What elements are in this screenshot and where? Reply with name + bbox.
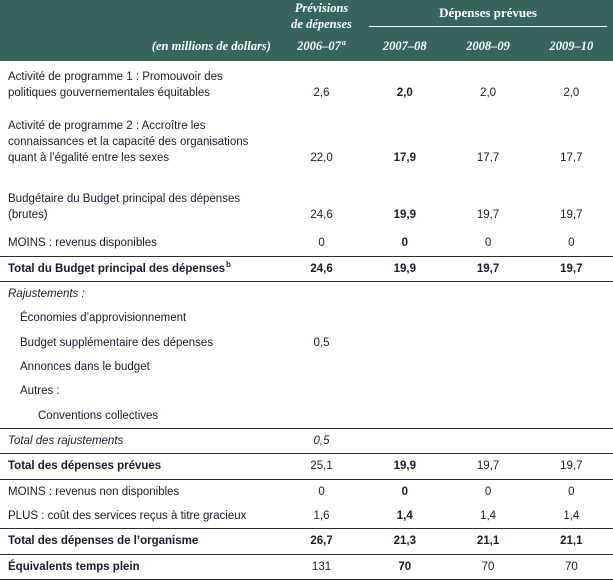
row-value-budgetaire-brutes-2006-07: 24,6 xyxy=(310,208,333,221)
row-value-total-depenses-prevues-2006-07: 25,1 xyxy=(280,454,363,479)
table-row xyxy=(0,554,613,579)
row-label-total-budget-principal-text: Total du Budget principal des dépenses xyxy=(8,262,226,275)
row-value-budgetaire-brutes-2007-08: 19,9 xyxy=(393,208,416,221)
row-value-total-depenses-prevues-2007-08: 19,9 xyxy=(363,454,446,479)
row-value-rajustements-2009-10 xyxy=(530,281,613,306)
row-value-total-rajustements-2006-07: 0,5 xyxy=(280,428,363,453)
row-value-budget-supplementaire-2007-08 xyxy=(363,331,446,355)
row-value-plus-cout-2007-08: 1,4 xyxy=(363,504,446,529)
row-label-conventions-collectives: Conventions collectives xyxy=(0,404,280,429)
row-value-total-rajustements-2009-10 xyxy=(530,428,613,453)
row-value-economies-2008-09 xyxy=(446,306,529,330)
row-value-total-organisme-2009-10: 21,1 xyxy=(530,529,613,554)
row-label-total-depenses-organisme: Total des dépenses de l’organisme xyxy=(0,529,280,554)
table-body xyxy=(0,61,613,579)
header-year-2007-08: 2007–08 xyxy=(363,32,446,61)
row-value-budgetaire-brutes-2008-09: 19,7 xyxy=(476,208,500,221)
row-label-moins-revenus-disponibles: MOINS : revenus disponibles xyxy=(0,231,280,256)
header-year-2006-07-label: 2006–07 xyxy=(297,39,341,53)
table-row xyxy=(0,454,613,479)
row-value-moins-non-disponibles-2008-09: 0 xyxy=(484,485,492,498)
header-forecast-title-line2: de dépenses xyxy=(291,17,352,31)
row-value-total-budget-principal-2009-10: 19,7 xyxy=(530,256,613,281)
row-value-autres-2009-10 xyxy=(530,379,613,403)
row-value-activite-2-2008-09: 17,7 xyxy=(476,152,500,165)
row-value-rajustements-2007-08 xyxy=(363,281,446,306)
row-value-moins-non-disponibles-2006-07: 0 xyxy=(318,485,325,498)
row-value-conventions-2009-10 xyxy=(530,404,613,429)
row-value-total-budget-principal-2008-09: 19,7 xyxy=(446,256,529,281)
row-label-economies-approvisionnement: Économies d’approvisionnement xyxy=(20,312,187,325)
table-row xyxy=(0,529,613,554)
row-value-conventions-2006-07 xyxy=(280,404,363,429)
row-value-annonces-2008-09 xyxy=(446,355,529,379)
row-value-activite-1-2006-07: 2,6 xyxy=(313,87,330,100)
row-value-etp-2009-10: 70 xyxy=(530,554,613,579)
row-value-total-depenses-prevues-2009-10: 19,7 xyxy=(530,454,613,479)
row-value-autres-2008-09 xyxy=(446,379,529,403)
row-value-total-budget-principal-2006-07: 24,6 xyxy=(280,256,363,281)
row-value-activite-2-2009-10: 17,7 xyxy=(560,152,583,165)
header-blank-cell xyxy=(0,0,280,32)
table-row xyxy=(0,281,613,306)
header-years-row xyxy=(0,32,613,61)
row-value-total-rajustements-2007-08 xyxy=(363,428,446,453)
row-value-total-organisme-2007-08: 21,3 xyxy=(363,529,446,554)
row-value-total-organisme-2008-09: 21,1 xyxy=(446,529,529,554)
row-value-moins-non-disponibles-2009-10: 0 xyxy=(568,485,575,498)
table-row xyxy=(0,479,613,504)
row-label-budgetaire-brutes: Budgétaire du Budget principal des dépenses (brutes) xyxy=(8,192,241,221)
row-value-budget-supplementaire-2006-07: 0,5 xyxy=(313,336,330,349)
row-value-etp-2007-08: 70 xyxy=(363,554,446,579)
table-row xyxy=(0,379,613,403)
table-row xyxy=(0,428,613,453)
table-header xyxy=(0,0,613,61)
row-value-total-rajustements-2008-09 xyxy=(446,428,529,453)
row-label-moins-revenus-non-disponibles: MOINS : revenus non disponibles xyxy=(8,485,180,498)
row-value-moins-revenus-disponibles-2007-08: 0 xyxy=(363,231,446,256)
row-value-budget-supplementaire-2009-10 xyxy=(530,331,613,355)
row-value-moins-non-disponibles-2007-08: 0 xyxy=(401,485,408,498)
row-value-plus-cout-2009-10: 1,4 xyxy=(530,504,613,529)
table-row xyxy=(0,256,613,281)
header-year-2006-07 xyxy=(280,32,363,61)
row-label-activite-2: Activité de programme 2 : Accroître les connaissances et la capacité des organisations quant à l’égalité entre les sexes xyxy=(8,119,249,165)
table-row xyxy=(0,110,613,175)
row-label-autres: Autres : xyxy=(20,385,60,398)
header-planned-group-cell xyxy=(363,0,613,32)
row-value-etp-2008-09: 70 xyxy=(446,554,529,579)
row-value-budgetaire-brutes-2009-10: 19,7 xyxy=(560,208,583,221)
table-row xyxy=(0,183,613,232)
row-value-autres-2006-07 xyxy=(280,379,363,403)
row-value-total-organisme-2006-07: 26,7 xyxy=(280,529,363,554)
table-row xyxy=(0,61,613,110)
row-value-conventions-2007-08 xyxy=(363,404,446,429)
row-value-total-depenses-prevues-2008-09: 19,7 xyxy=(446,454,529,479)
row-value-moins-revenus-disponibles-2009-10: 0 xyxy=(530,231,613,256)
row-value-activite-2-2006-07: 22,0 xyxy=(310,152,333,165)
row-label-activite-1: Activité de programme 1 : Promouvoir des politiques gouvernementales équitables xyxy=(8,71,223,100)
header-forecast-title-line1: Prévisions xyxy=(294,1,349,15)
row-value-economies-2009-10 xyxy=(530,306,613,330)
row-value-moins-revenus-disponibles-2006-07: 0 xyxy=(280,231,363,256)
row-value-annonces-2006-07 xyxy=(280,355,363,379)
row-value-plus-cout-2006-07: 1,6 xyxy=(280,504,363,529)
row-value-rajustements-2006-07 xyxy=(280,281,363,306)
row-value-activite-1-2008-09: 2,0 xyxy=(480,87,497,100)
row-label-rajustements: Rajustements : xyxy=(8,287,85,300)
row-value-conventions-2008-09 xyxy=(446,404,529,429)
row-spacer xyxy=(0,175,613,183)
table-row xyxy=(0,404,613,429)
row-value-annonces-2009-10 xyxy=(530,355,613,379)
row-value-annonces-2007-08 xyxy=(363,355,446,379)
header-units-label: (en millions de dollars) xyxy=(0,32,280,61)
row-value-rajustements-2008-09 xyxy=(446,281,529,306)
row-label-budget-supplementaire: Budget supplémentaire des dépenses xyxy=(20,336,214,349)
table-row xyxy=(0,355,613,379)
header-group-underline xyxy=(369,26,607,27)
table-row xyxy=(0,504,613,529)
row-value-plus-cout-2008-09: 1,4 xyxy=(446,504,529,529)
row-value-autres-2007-08 xyxy=(363,379,446,403)
row-label-equivalents-temps-plein: Équivalents temps plein xyxy=(0,554,280,579)
row-label-annonces-budget: Annonces dans le budget xyxy=(20,360,150,373)
row-label-total-budget-principal-superscript: b xyxy=(226,259,231,269)
row-value-activite-1-2009-10: 2,0 xyxy=(563,87,580,100)
row-label-total-depenses-prevues: Total des dépenses prévues xyxy=(0,454,280,479)
row-value-economies-2007-08 xyxy=(363,306,446,330)
header-year-2008-09: 2008–09 xyxy=(446,32,529,61)
row-label-total-rajustements: Total des rajustements xyxy=(0,428,280,453)
row-label-total-budget-principal xyxy=(0,256,280,281)
header-titles-row xyxy=(0,0,613,32)
row-value-activite-2-2007-08: 17,9 xyxy=(393,152,416,165)
header-planned-group-label: Dépenses prévues xyxy=(439,5,537,20)
row-label-plus-cout-services: PLUS : coût des services reçus à titre gracieux xyxy=(0,504,280,529)
table-row xyxy=(0,331,613,355)
row-value-economies-2006-07 xyxy=(280,306,363,330)
row-value-moins-revenus-disponibles-2008-09: 0 xyxy=(446,231,529,256)
header-forecast-title xyxy=(280,0,363,32)
header-year-2009-10: 2009–10 xyxy=(530,32,613,61)
row-value-activite-1-2007-08: 2,0 xyxy=(396,87,413,100)
table-row xyxy=(0,306,613,330)
table-row xyxy=(0,231,613,256)
header-group-rule-wrap xyxy=(363,21,613,27)
row-value-total-budget-principal-2007-08: 19,9 xyxy=(363,256,446,281)
header-year-2006-07-superscript: a xyxy=(341,37,346,47)
row-value-etp-2006-07: 131 xyxy=(280,554,363,579)
row-value-budget-supplementaire-2008-09 xyxy=(446,331,529,355)
